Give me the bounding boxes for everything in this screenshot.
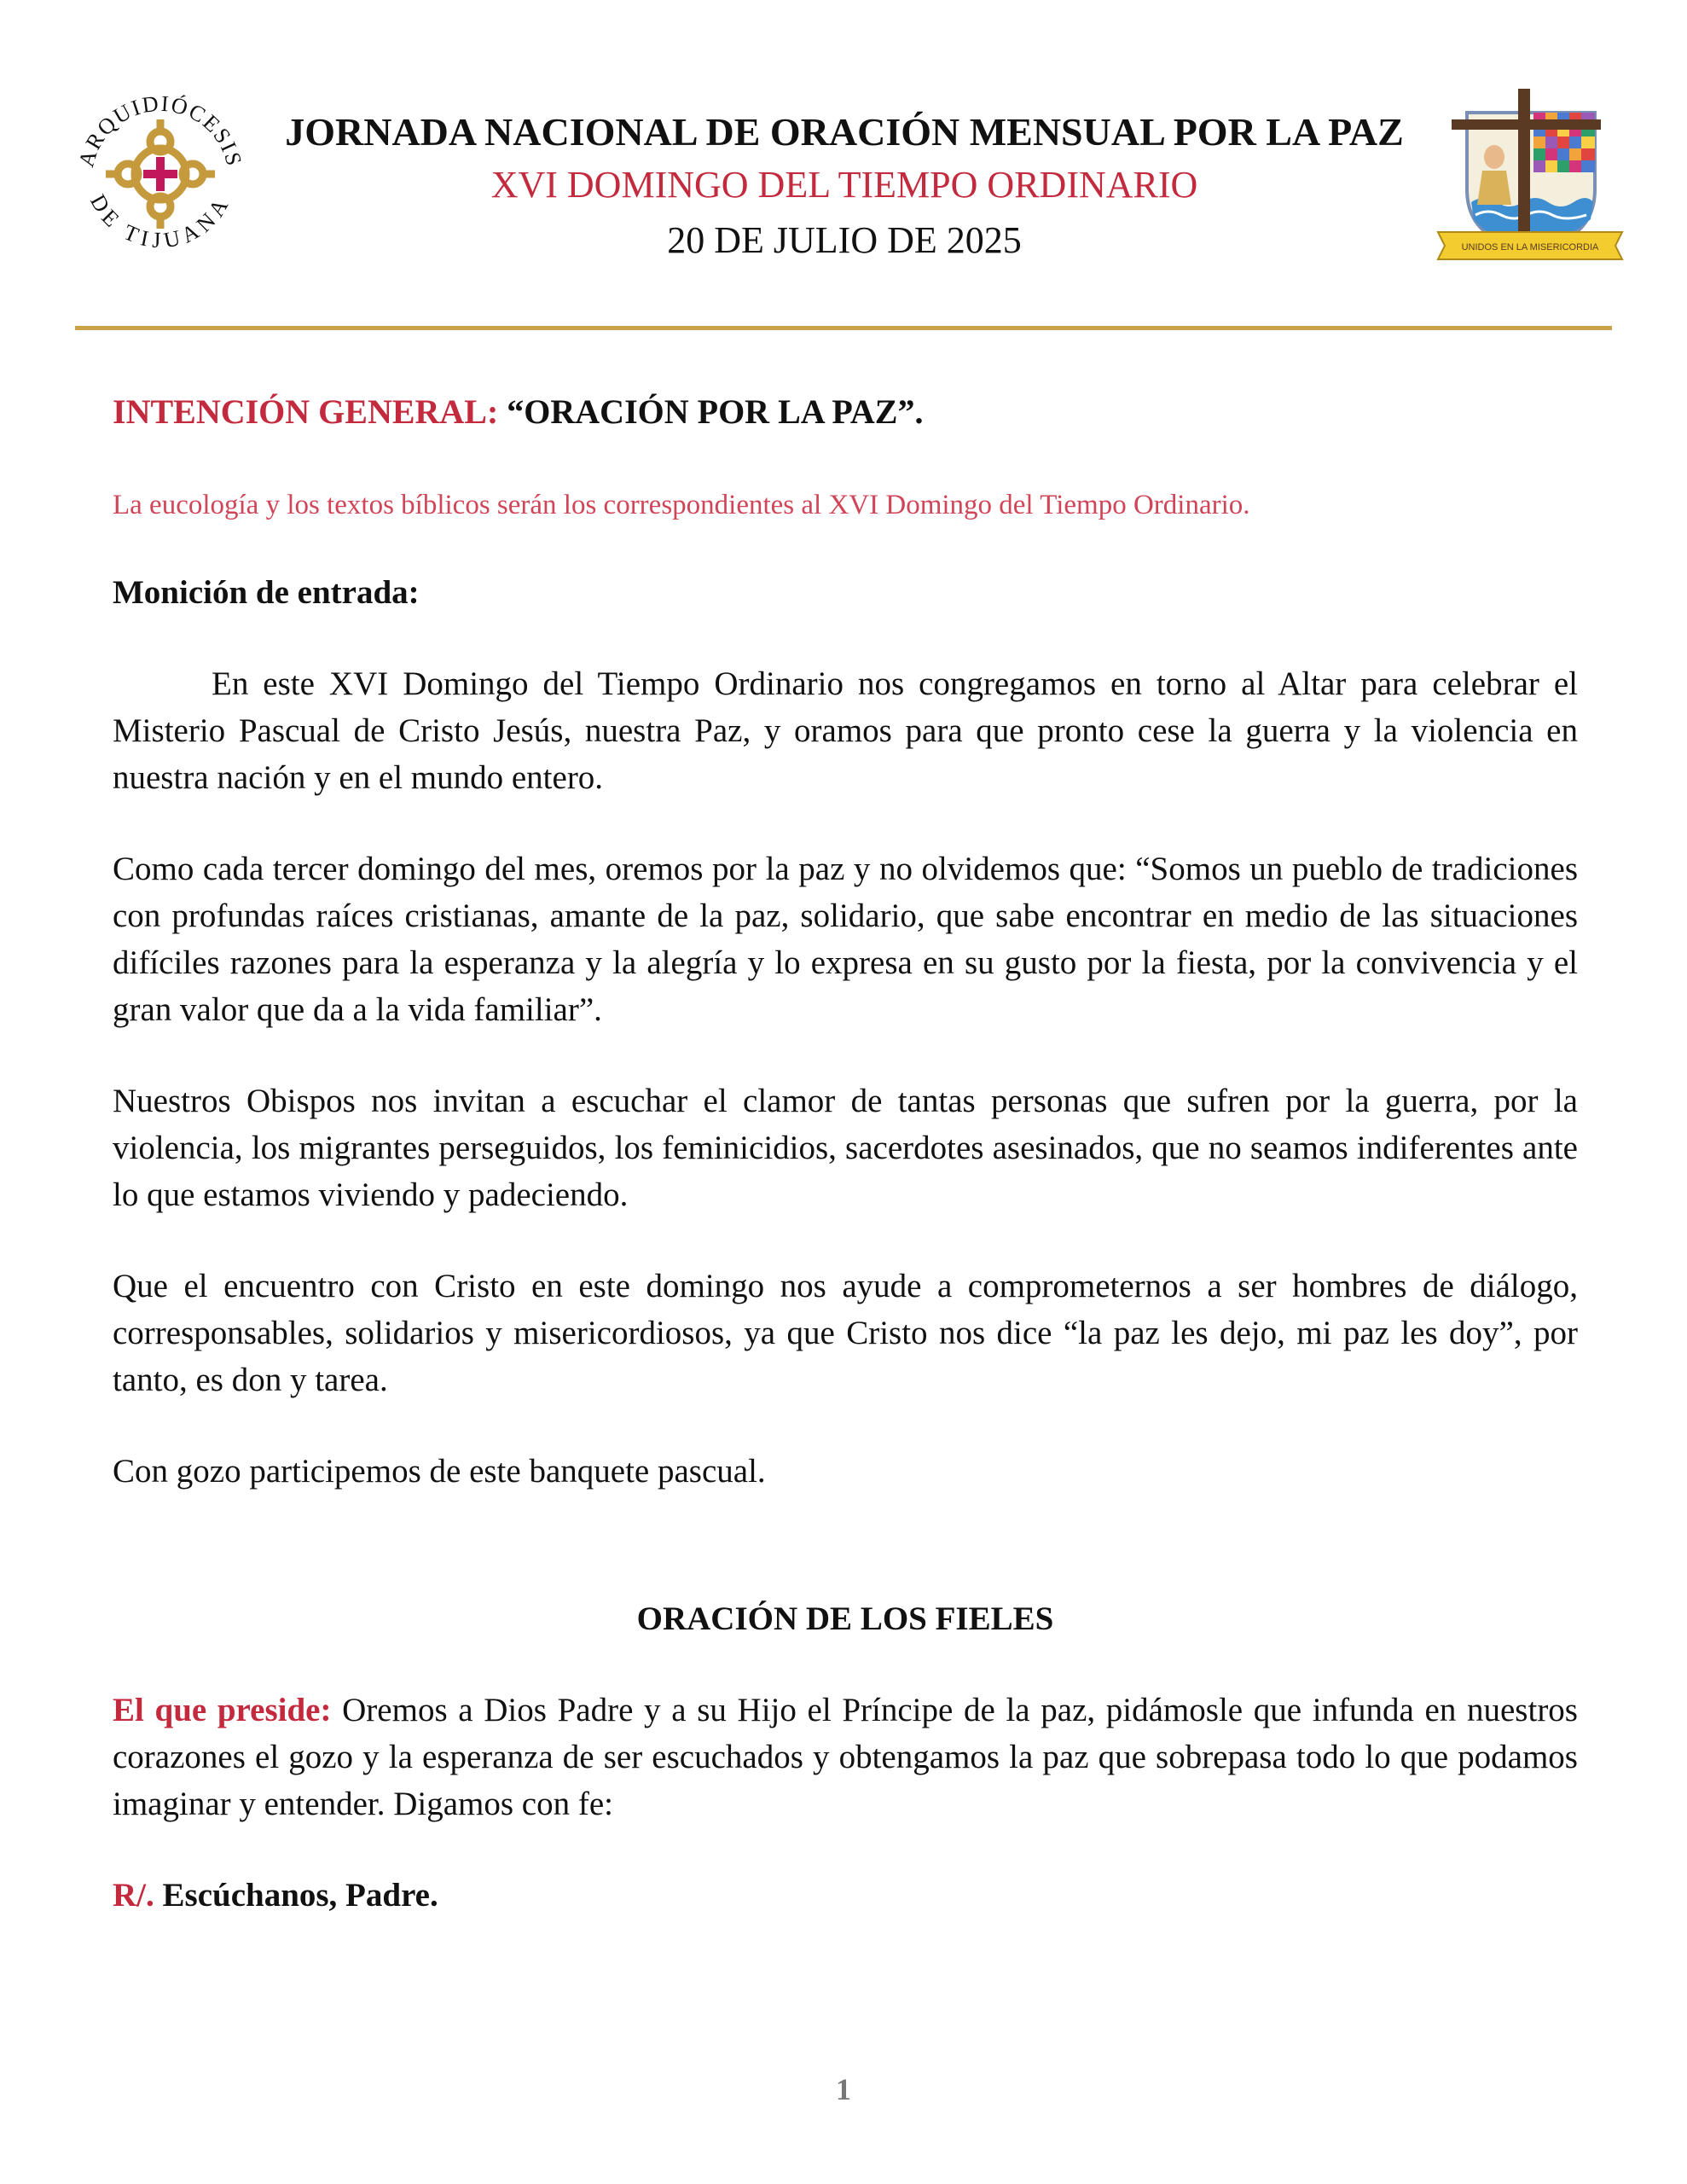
intention-label: INTENCIÓN GENERAL: xyxy=(113,392,499,431)
monicion-paragraph: Nuestros Obispos nos invitan a escuchar el clamor de tantas personas que sufren por la guerra, por la violencia, los migrantes perseguidos, los feminicidios, sacerdotes asesinados, que no seamos indiferentes ante lo que estamos viviendo y padeciendo. xyxy=(113,1083,1578,1213)
jubilee-coat-of-arms-icon xyxy=(1433,78,1629,275)
document-subtitle: XVI DOMINGO DEL TIEMPO ORDINARIO xyxy=(490,164,1198,206)
document-date: 20 DE JULIO DE 2025 xyxy=(667,219,1022,261)
monicion-paragraph: En este XVI Domingo del Tiempo Ordinario nos congregamos en torno al Altar para celebrar el Misterio Pascual de Cristo Jesús, nuestra Paz, y oramos para que pronto cese la guerra y la violencia en nuestra nación y en el mundo entero. xyxy=(113,665,1578,796)
presides-label: El que preside: xyxy=(113,1692,332,1728)
liturgy-note: La eucología y los textos bíblicos serán los correspondientes al XVI Domingo del Tiempo Ordinario. xyxy=(113,490,1250,520)
response-text: Escúchanos, Padre. xyxy=(154,1877,438,1914)
document-body xyxy=(113,388,1578,1919)
header-divider xyxy=(75,326,1612,330)
presides-paragraph xyxy=(113,1687,1578,1827)
response-label: R/. xyxy=(113,1877,154,1914)
ribbon-motto: UNIDOS EN LA MISERICORDIA xyxy=(1461,242,1599,253)
seal-text-bottom: DE TIJUANA xyxy=(85,190,235,253)
oracion-fieles-heading: ORACIÓN DE LOS FIELES xyxy=(636,1600,1054,1637)
monicion-paragraph: Que el encuentro con Cristo en este domingo nos ayude a comprometernos a ser hombres de diálogo, corresponsables, solidarios y misericordiosos, ya que Cristo nos dice “la paz les dejo, mi paz les doy”, por tanto, es don y tarea. xyxy=(113,1268,1578,1398)
page-number: 1 xyxy=(836,2072,851,2106)
intention-text: “ORACIÓN POR LA PAZ”. xyxy=(498,392,924,431)
response-line xyxy=(113,1872,1578,1919)
general-intention xyxy=(113,388,1578,436)
document-title: JORNADA NACIONAL DE ORACIÓN MENSUAL POR LA PAZ xyxy=(285,110,1404,154)
header-block xyxy=(256,107,1433,269)
seal-text-top: ARQUIDIÓCESIS xyxy=(73,90,247,170)
monicion-paragraph: Como cada tercer domingo del mes, oremos por la paz y no olvidemos que: “Somos un pueblo de tradiciones con profundas raíces cristianas, amante de la paz, solidario, que sabe encontrar en medio de las situaciones difíciles razones para la esperanza y la alegría y lo expresa en su gusto por la fiesta, por la convivencia y el gran valor que da a la vida familiar”. xyxy=(113,851,1578,1028)
monicion-heading: Monición de entrada: xyxy=(113,574,420,611)
monicion-paragraph: Con gozo participemos de este banquete pascual. xyxy=(113,1453,766,1490)
presides-text: Oremos a Dios Padre y a su Hijo el Príncipe de la paz, pidámosle que infunda en nuestros corazones el gozo y la esperanza de ser escuchados y obtengamos la paz que sobrepasa todo lo que podamos imaginar y entender. Digamos con fe: xyxy=(113,1692,1578,1822)
arquidiocesis-tijuana-seal-icon xyxy=(67,78,254,266)
